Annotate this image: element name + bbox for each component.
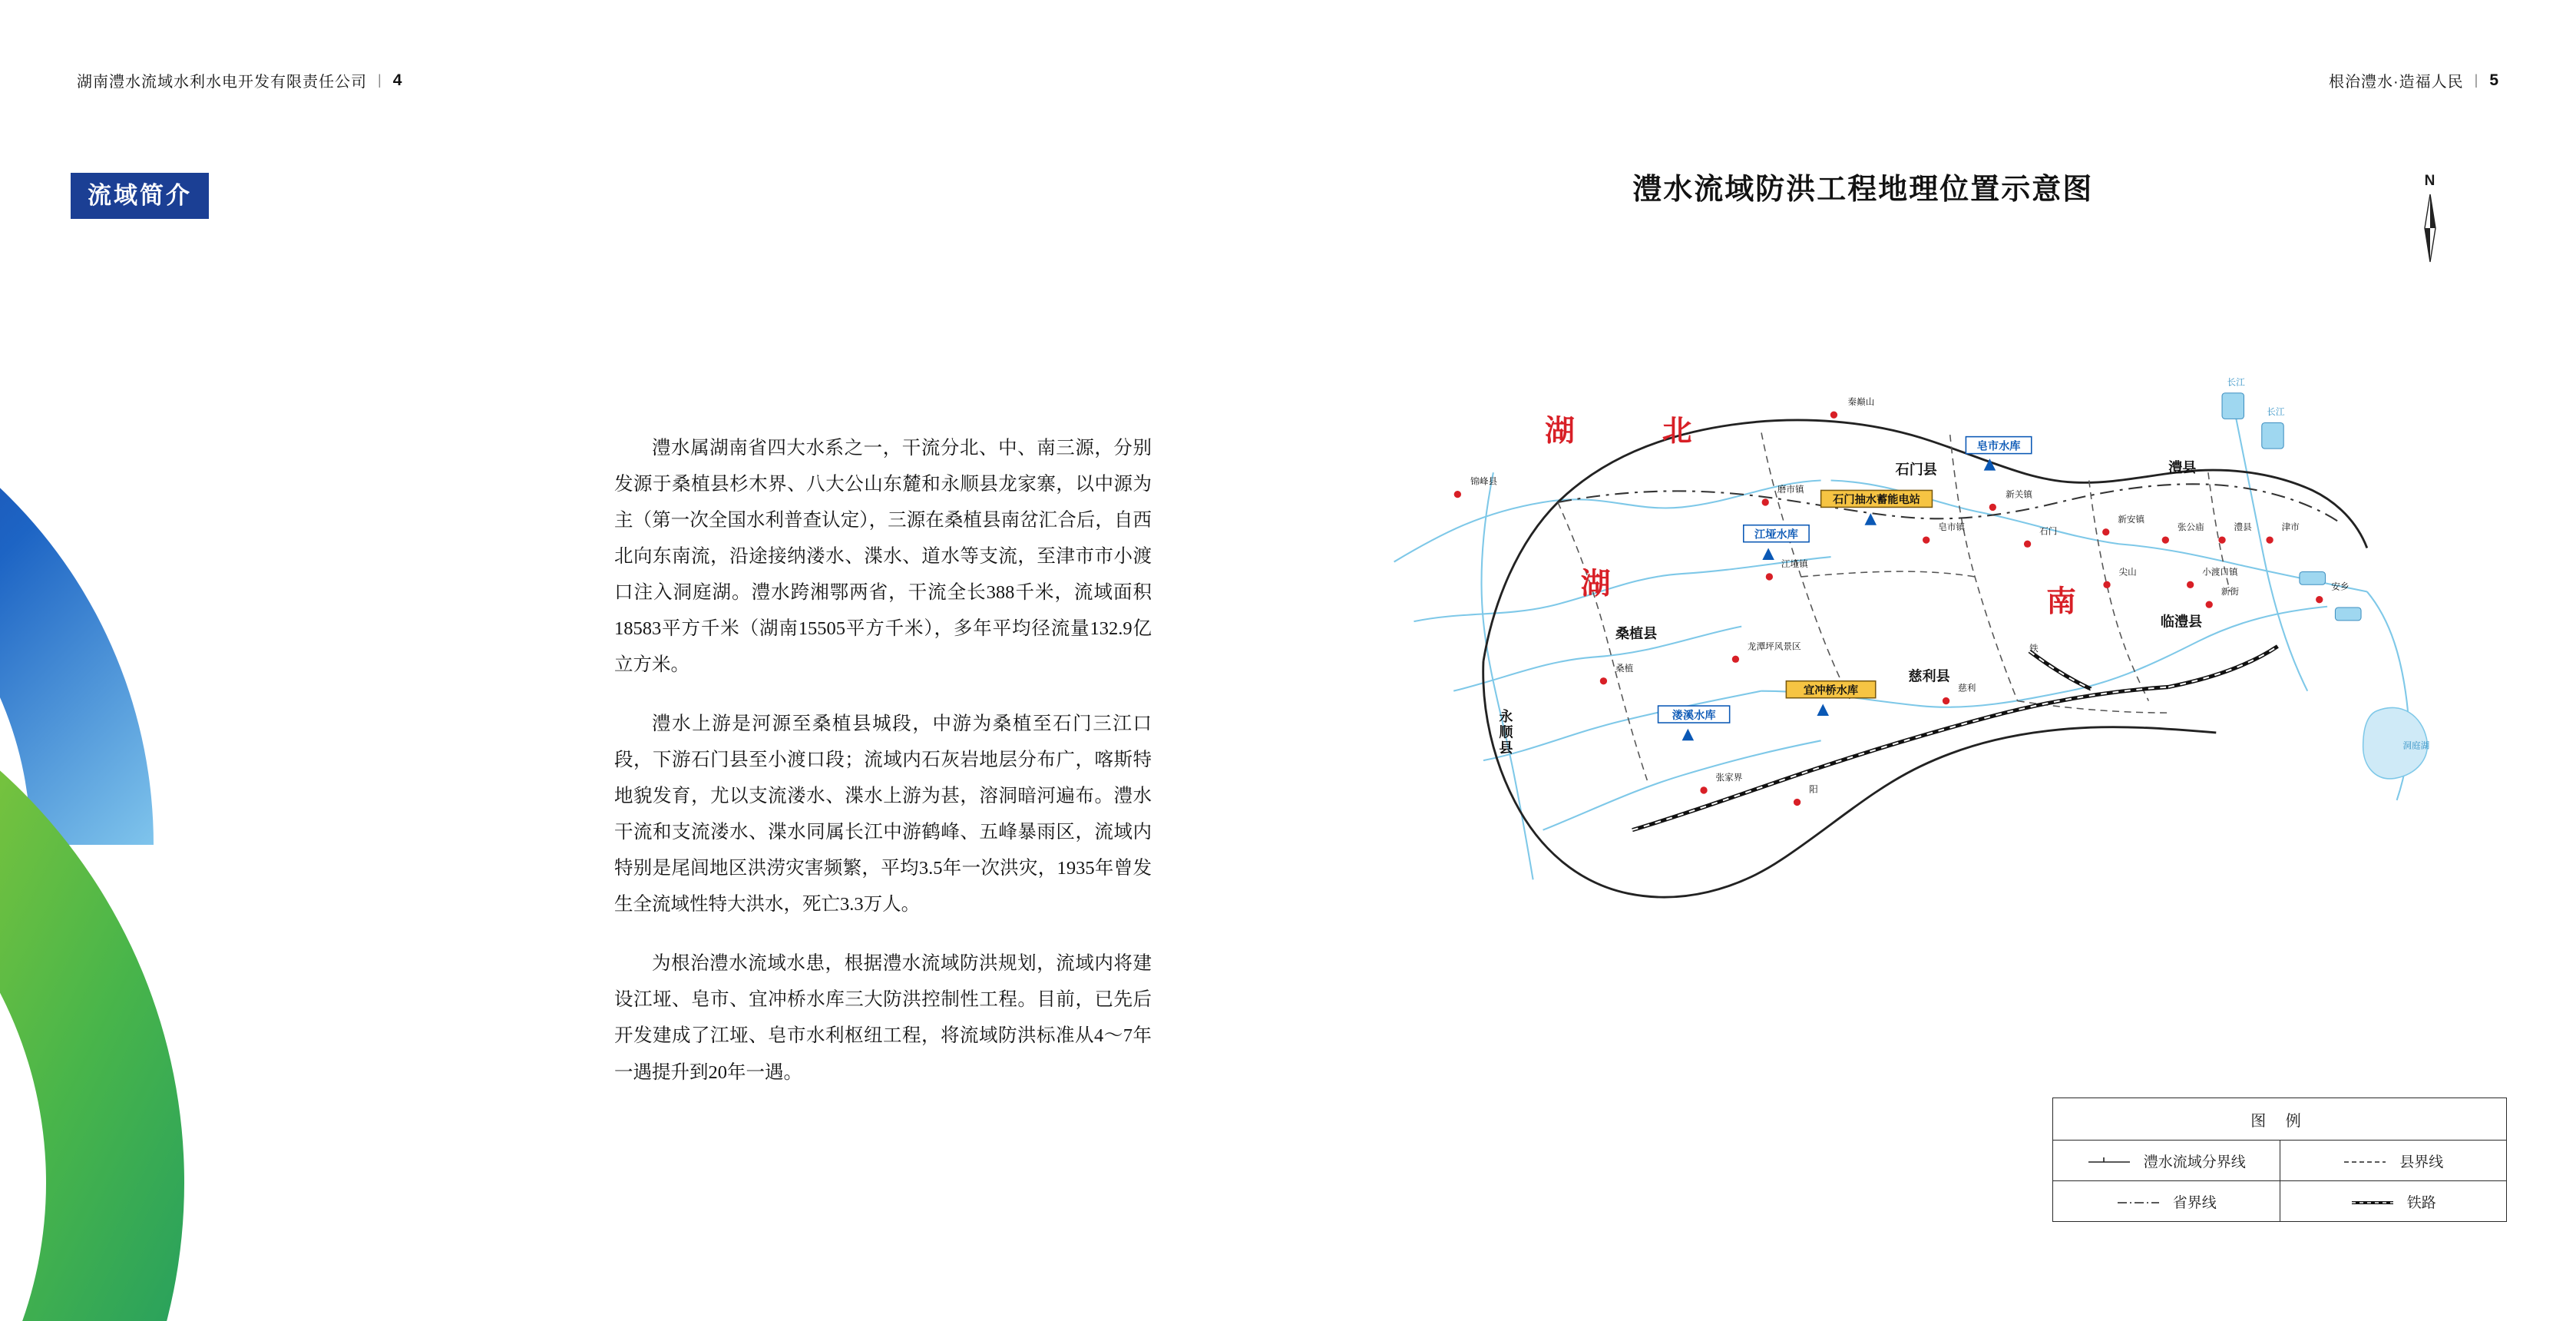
province-label-hubei-1: 湖 (1545, 415, 1575, 448)
county-label-yongshun: 永顺县 (1497, 709, 1513, 757)
reservoir-label-zaoshi: 皂市水库 (1976, 439, 2021, 452)
reservoir-label-yichongqiao: 宜冲桥水库 (1803, 684, 1858, 697)
railway-lines (1632, 646, 2277, 829)
town-label-19: 张家界 (1715, 772, 1742, 783)
running-head-left-separator: | (378, 72, 382, 88)
town-label-0: 秦巅山 (1847, 396, 1874, 407)
town-label-13: 安乡 (2331, 581, 2349, 592)
legend-title: 图 例 (2053, 1098, 2506, 1141)
legend-label-county-boundary: 县界线 (2399, 1150, 2443, 1171)
running-head-right-text: 根治澧水·造福人民 (2329, 69, 2464, 91)
town-label-2: 磨市镇 (1777, 484, 1804, 495)
location-map (1334, 276, 2486, 1006)
station-label-loushui: 溇溪水库 (1672, 708, 1716, 722)
county-label-sangzhi: 桑植县 (1615, 625, 1656, 641)
town-label-9: 津市 (2281, 521, 2300, 532)
county-label-linli: 临澧县 (2160, 614, 2201, 630)
legend-item-basin-boundary (2053, 1141, 2280, 1180)
map-title: 澧水流域防洪工程地理位置示意图 (1288, 165, 2576, 207)
map-svg (1334, 276, 2486, 1006)
running-head-left (77, 69, 402, 91)
town-label-22: 长江 (2227, 377, 2245, 387)
legend-row (2053, 1181, 2506, 1221)
province-label-hubei-2: 北 (1662, 415, 1691, 448)
body-text-column (614, 430, 1152, 1091)
legend-item-province-boundary (2053, 1181, 2280, 1221)
railway-line-icon (2350, 1197, 2395, 1207)
running-head-right-separator: | (2475, 72, 2479, 88)
town-label-16: 龙潭坪风景区 (1747, 641, 1801, 651)
town-label-15: 新街 (2221, 586, 2239, 597)
town-label-12: 小渡口镇 (2202, 566, 2239, 577)
compass-needle-icon (2407, 190, 2453, 267)
right-page (1288, 0, 2576, 1306)
province-boundary (1557, 484, 2342, 524)
province-boundary-line-icon (2116, 1197, 2161, 1207)
county-boundary-line-icon (2343, 1156, 2387, 1167)
legend-item-railway (2280, 1181, 2507, 1221)
town-label-3: 新关镇 (2006, 489, 2033, 500)
paragraph-2: 澧水上游是河源至桑植县城段，中游为桑植至石门三江口段，下游石门县至小渡口段；流域内石灰岩地层分布广，喀斯特地貌发育，尤以支流溇水、渫水上游为甚，溶洞暗河遍布。澧水干流和支流溇水、渫水同属长江中游鹤峰、五峰暴雨区，流域内特别是尾闾地区洪涝灾害频繁，平均3.5年一次洪灾，1935年曾发生全流域性特大洪水，死亡3.3万人。 (614, 706, 1152, 922)
left-page (0, 0, 1288, 1306)
province-label-hunan-2: 南 (2046, 585, 2076, 618)
county-label-lixian: 澧县 (2168, 460, 2196, 475)
running-head-left-text: 湖南澧水流域水利水电开发有限责任公司 (77, 69, 367, 91)
compass-rose (2407, 173, 2453, 273)
legend-row (2053, 1141, 2506, 1181)
county-label-shimen: 石门县 (1895, 462, 1936, 478)
reservoir-label-jiangya: 江垭水库 (1754, 528, 1798, 541)
station-label-shimen-pumped-storage: 石门抽水蓄能电站 (1833, 492, 1920, 506)
province-label-hunan-1: 湖 (1580, 568, 1610, 601)
compass-north-label: N (2407, 173, 2453, 190)
paragraph-3: 为根治澧水流域水患，根据澧水流域防洪规划，流域内将建设江垭、皂市、宜冲桥水库三大防洪控制性工程。目前，已先后开发建成了江垭、皂市水利枢纽工程，将流域防洪标准从4～7年一遇提升到20年一遇。 (614, 945, 1152, 1090)
town-label-8: 澧县 (2234, 521, 2252, 532)
legend-item-county-boundary (2280, 1141, 2507, 1180)
county-label-cili: 慈利县 (1908, 668, 1949, 684)
section-title-badge: 流域简介 (71, 173, 209, 219)
page-number-right: 5 (2489, 71, 2499, 90)
paragraph-1: 澧水属湖南省四大水系之一，干流分北、中、南三源，分别发源于桑植县杉木界、八大公山东麓和永顺县龙家寨，以中源为主（第一次全国水利普查认定），三源在桑植县南岔汇合后，自西北向东南流，沿途接纳溇水、渫水、道水等支流，至津市市小渡口注入洞庭湖。澧水跨湘鄂两省，干流全长388千米，流域面积18583平方千米（湖南15505平方千米），多年平均径流量132.9亿立方米。 (614, 430, 1152, 683)
town-label-18: 铁 (2029, 643, 2039, 654)
legend-label-province-boundary: 省界线 (2173, 1191, 2217, 1212)
town-label-7: 张公庙 (2177, 521, 2204, 532)
town-label-6: 新安镇 (2118, 514, 2145, 525)
running-head-right (2329, 69, 2499, 91)
town-label-21: 洞庭湖 (2402, 740, 2429, 751)
legend-label-railway: 铁路 (2407, 1191, 2436, 1212)
town-label-5: 石门 (2039, 525, 2057, 536)
town-label-4: 皂市镇 (1938, 521, 1966, 532)
town-label-20: 阳 (1809, 785, 1818, 795)
town-label-10: 江垭镇 (1781, 558, 1808, 569)
town-label-14: 桑植 (1615, 663, 1633, 674)
decorative-swirl-graphic (0, 399, 507, 1321)
town-label-23: 长江 (2267, 407, 2285, 417)
map-legend (2052, 1098, 2507, 1222)
town-label-11: 尖山 (2118, 566, 2136, 577)
legend-label-basin-boundary: 澧水流域分界线 (2144, 1150, 2246, 1171)
page-number-left: 4 (393, 71, 403, 90)
town-label-17: 慈利 (1958, 683, 1976, 694)
basin-boundary-line-icon (2087, 1156, 2131, 1167)
town-label-1: 锦峰县 (1470, 476, 1497, 487)
